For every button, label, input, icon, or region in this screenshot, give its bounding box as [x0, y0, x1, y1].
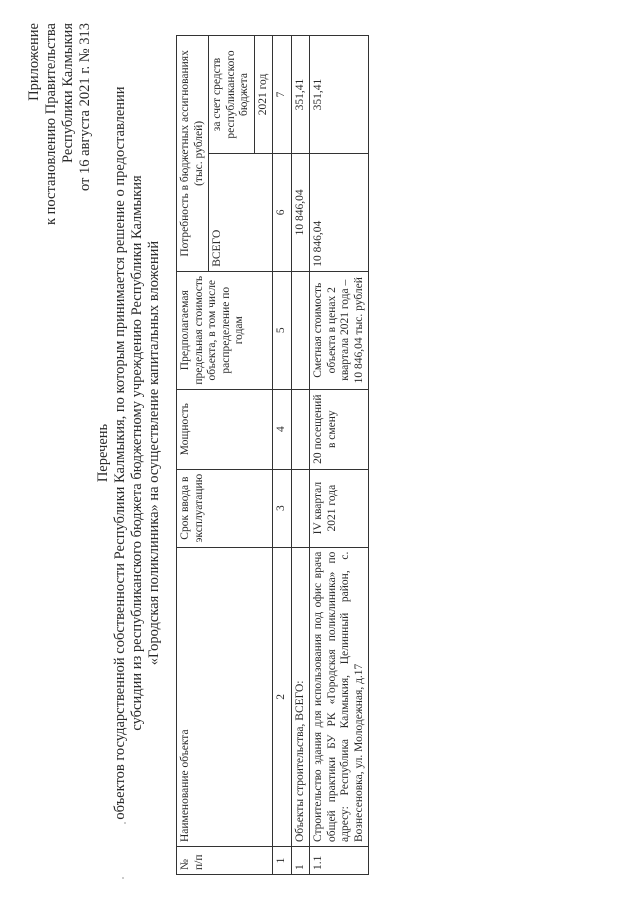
- header-name: Наименование объекта: [177, 547, 273, 846]
- row-budget: 351,41: [291, 35, 310, 153]
- document-title: [95, 13, 163, 893]
- appendix-block: [26, 23, 94, 225]
- row-budget: 351,41: [310, 35, 369, 153]
- appendix-line: к постановлению Правительства: [43, 22, 59, 225]
- row-total: 10 846,04: [310, 153, 369, 271]
- table-row-summary: [291, 35, 310, 874]
- landscape-content: [20, 13, 620, 893]
- row-power: [291, 389, 310, 469]
- table-number-row: [273, 35, 292, 874]
- row-cost: Сметная стоимость объекта в ценах 2 квартала 2021 года – 10 846,04 тыс. рублей: [310, 271, 369, 389]
- column-number: 6: [273, 153, 292, 271]
- row-power: 20 посещений в смену: [310, 389, 369, 469]
- appendix-line: Республики Калмыкия: [60, 22, 76, 163]
- objects-table: [176, 35, 369, 875]
- header-year: 2021 год: [254, 35, 273, 153]
- row-name: Строительство здания для использования под офис врача общей практики БУ РК «Городская поликлиника» по адресу: Республика Калмыкия, Целинный район, с. Вознесеновка, ул. Молодежная, д.17: [310, 547, 369, 846]
- row-name: Объекты строительства, ВСЕГО:: [291, 547, 310, 846]
- scan-speck: [122, 877, 124, 879]
- appendix-line: Приложение: [26, 22, 42, 101]
- header-num: № п/п: [177, 846, 273, 874]
- column-number: 3: [273, 469, 292, 547]
- row-term: IV квартал 2021 года: [310, 469, 369, 547]
- title-line: объектов государственной собственности Республики Калмыкия, по которым принимается решение о предоставлении: [112, 85, 128, 820]
- column-number: 2: [273, 547, 292, 846]
- row-num: 1.1: [310, 846, 369, 874]
- header-budget: за счет средств республиканского бюджета: [209, 35, 255, 153]
- row-cost: [291, 271, 310, 389]
- column-number: 4: [273, 389, 292, 469]
- title-heading: Перечень: [95, 423, 111, 482]
- header-need: Потребность в бюджетных ассигнованиях (тыс. рублей): [177, 35, 209, 271]
- header-power: Мощность: [177, 389, 273, 469]
- appendix-line: от 16 августа 2021 г. № 313: [77, 22, 93, 191]
- row-term: [291, 469, 310, 547]
- scan-speck: [124, 822, 126, 824]
- column-number: 1: [273, 846, 292, 874]
- header-total: ВСЕГО: [209, 153, 273, 271]
- table-header-row: [177, 35, 209, 874]
- title-line: «Городская поликлиника» на осуществление капитальных вложений: [146, 240, 162, 665]
- column-number: 5: [273, 271, 292, 389]
- column-number: 7: [273, 35, 292, 153]
- row-total: 10 846,04: [291, 153, 310, 271]
- header-cost: Предполагаемая предельная стоимость объекта, в том числе распределение по годам: [177, 271, 273, 389]
- row-num: 1: [291, 846, 310, 874]
- header-term: Срок ввода в эксплуатацию: [177, 469, 273, 547]
- title-line: субсидии из республиканского бюджета бюджетному учреждению Республики Калмыкия: [129, 174, 145, 731]
- table-row: [310, 35, 369, 874]
